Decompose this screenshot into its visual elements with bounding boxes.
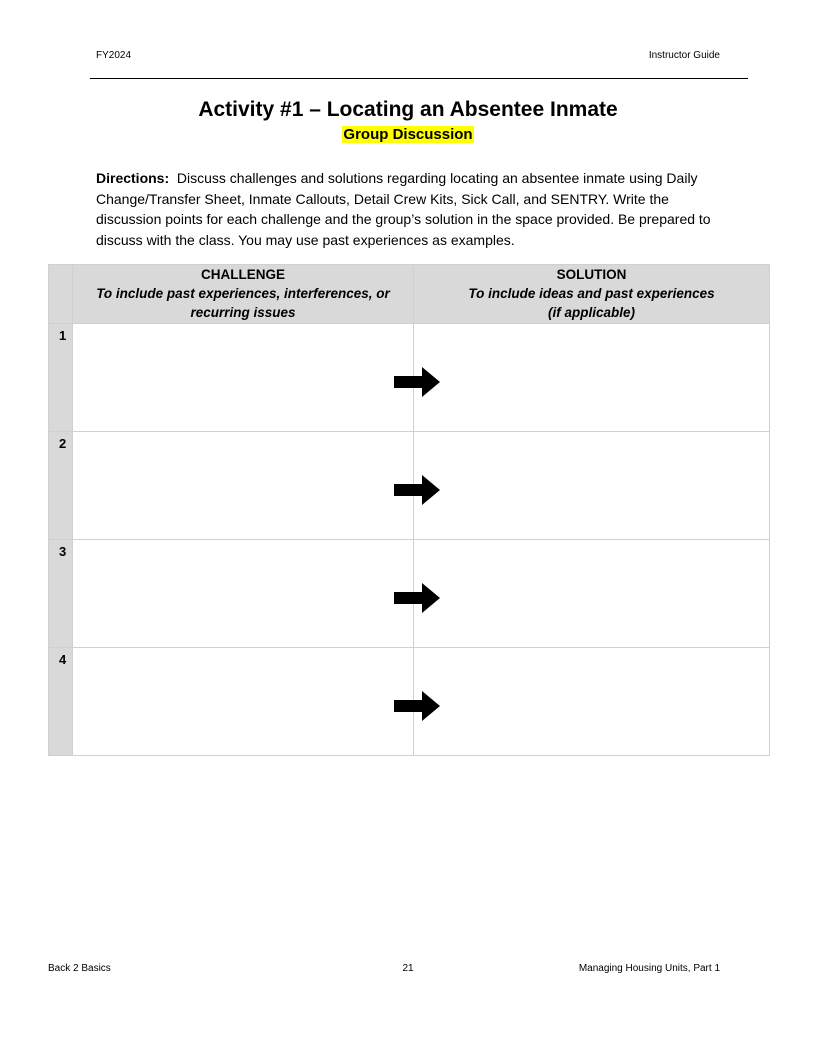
solution-header-cell [414,265,770,324]
footer-left: Back 2 Basics [48,963,111,974]
solution-header: SOLUTION [556,267,627,282]
header-num-cell [49,265,73,324]
solution-subheader-2: (if applicable) [547,305,635,320]
row-number: 1 [49,324,73,432]
right-arrow-icon [394,691,440,721]
footer-right: Managing Housing Units, Part 1 [578,963,720,974]
solution-cell[interactable] [414,540,770,648]
right-arrow-icon [394,367,440,397]
directions-text: Discuss challenges and solutions regarding locating an absentee inmate using Daily Change/Transfer Sheet, Inmate Callouts, Detail Crew Kits, Sick Call, and SENTRY. Write the discussion points for each challenge and the group’s solution in the space provided. Be prepared to discuss with the class. You may use past experiences as examples. [96,170,711,248]
table-row [49,648,770,756]
challenge-subheader: To include past experiences, interferences, or recurring issues [96,286,390,320]
row-number: 3 [49,540,73,648]
header-right: Instructor Guide [648,50,720,61]
challenge-solution-table [48,264,770,756]
subtitle-wrap [0,126,816,144]
row-number: 4 [49,648,73,756]
header-divider [90,78,748,79]
solution-cell[interactable] [414,432,770,540]
challenge-cell[interactable] [73,432,414,540]
challenge-header: CHALLENGE [201,267,285,282]
right-arrow-icon [394,583,440,613]
table-row [49,540,770,648]
header-left: FY2024 [96,50,132,61]
table-row [49,432,770,540]
directions [96,168,726,250]
table-header-row [49,265,770,324]
row-number: 2 [49,432,73,540]
directions-label: Directions: [96,170,170,186]
page-title: Activity #1 – Locating an Absentee Inmate [198,98,618,121]
challenge-cell[interactable] [73,540,414,648]
solution-cell[interactable] [414,324,770,432]
challenge-cell[interactable] [73,648,414,756]
page-number: 21 [402,963,414,974]
challenge-cell[interactable] [73,324,414,432]
table-row [49,324,770,432]
solution-subheader-1: To include ideas and past experiences [468,286,715,301]
page-subtitle: Group Discussion [343,126,473,143]
solution-cell[interactable] [414,648,770,756]
right-arrow-icon [394,475,440,505]
challenge-header-cell [73,265,414,324]
